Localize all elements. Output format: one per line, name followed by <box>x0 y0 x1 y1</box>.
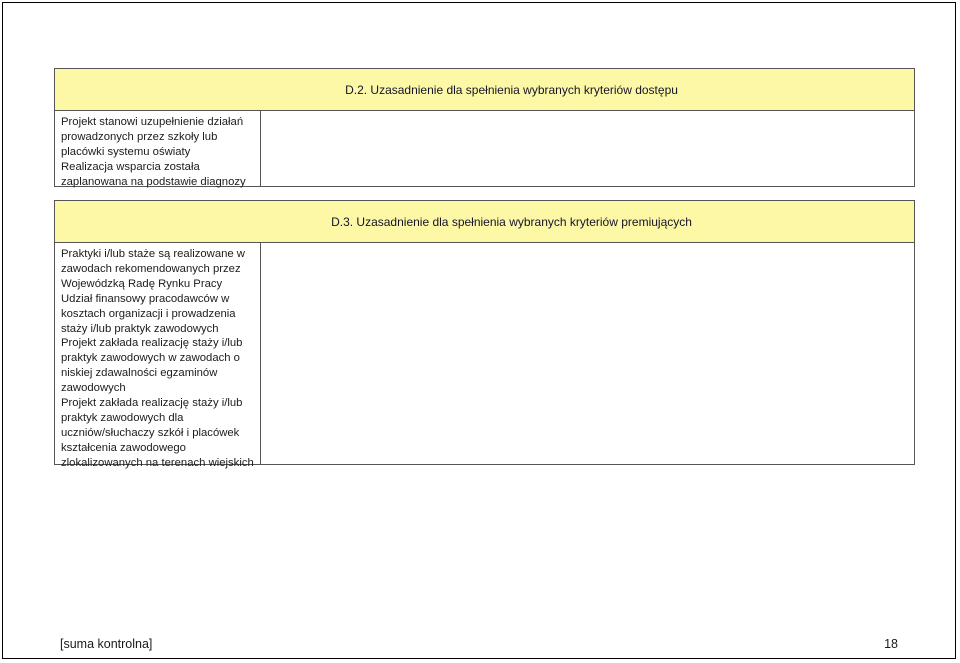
d3-section-header <box>54 200 915 243</box>
checksum-label: [suma kontrolna] <box>60 637 153 651</box>
d3-criterion-3: Projekt zakłada realizację staży i/lub praktyk zawodowych w zawodach o niskiej zdawalności egzaminów zawodowych <box>61 337 243 395</box>
d3-criteria-cell <box>54 242 261 469</box>
document-page <box>2 2 956 659</box>
d2-criterion-2: Realizacja wsparcia została zaplanowana na podstawie diagnozy <box>61 160 246 188</box>
d2-criterion-1: Projekt stanowi uzupełnienie działań prowadzonych przez szkoły lub placówki systemu oświaty <box>61 116 244 158</box>
d2-heading: D.2. Uzasadnienie dla spełnienia wybranych kryteriów dostępu <box>345 83 678 97</box>
d2-section-header <box>54 68 915 111</box>
d2-criteria-cell <box>54 110 261 187</box>
d3-heading: D.3. Uzasadnienie dla spełnienia wybranych kryteriów premiujących <box>331 215 692 229</box>
d2-justification-field[interactable] <box>260 110 915 187</box>
d3-criterion-1: Praktyki i/lub staże są realizowane w zawodach rekomendowanych przez Wojewódzką Radę Rynku Pracy <box>61 248 245 290</box>
d3-criterion-2: Udział finansowy pracodawców w kosztach organizacji i prowadzenia staży i/lub praktyk zawodowych <box>61 292 236 335</box>
page-number: 18 <box>884 637 898 651</box>
d3-criterion-4: Projekt zakłada realizację staży i/lub praktyk zawodowych dla uczniów/słuchaczy szkół i placówek kształcenia zawodowego zlokalizowanych na terenach wiejskich <box>61 397 254 469</box>
d3-justification-field[interactable] <box>260 242 915 465</box>
